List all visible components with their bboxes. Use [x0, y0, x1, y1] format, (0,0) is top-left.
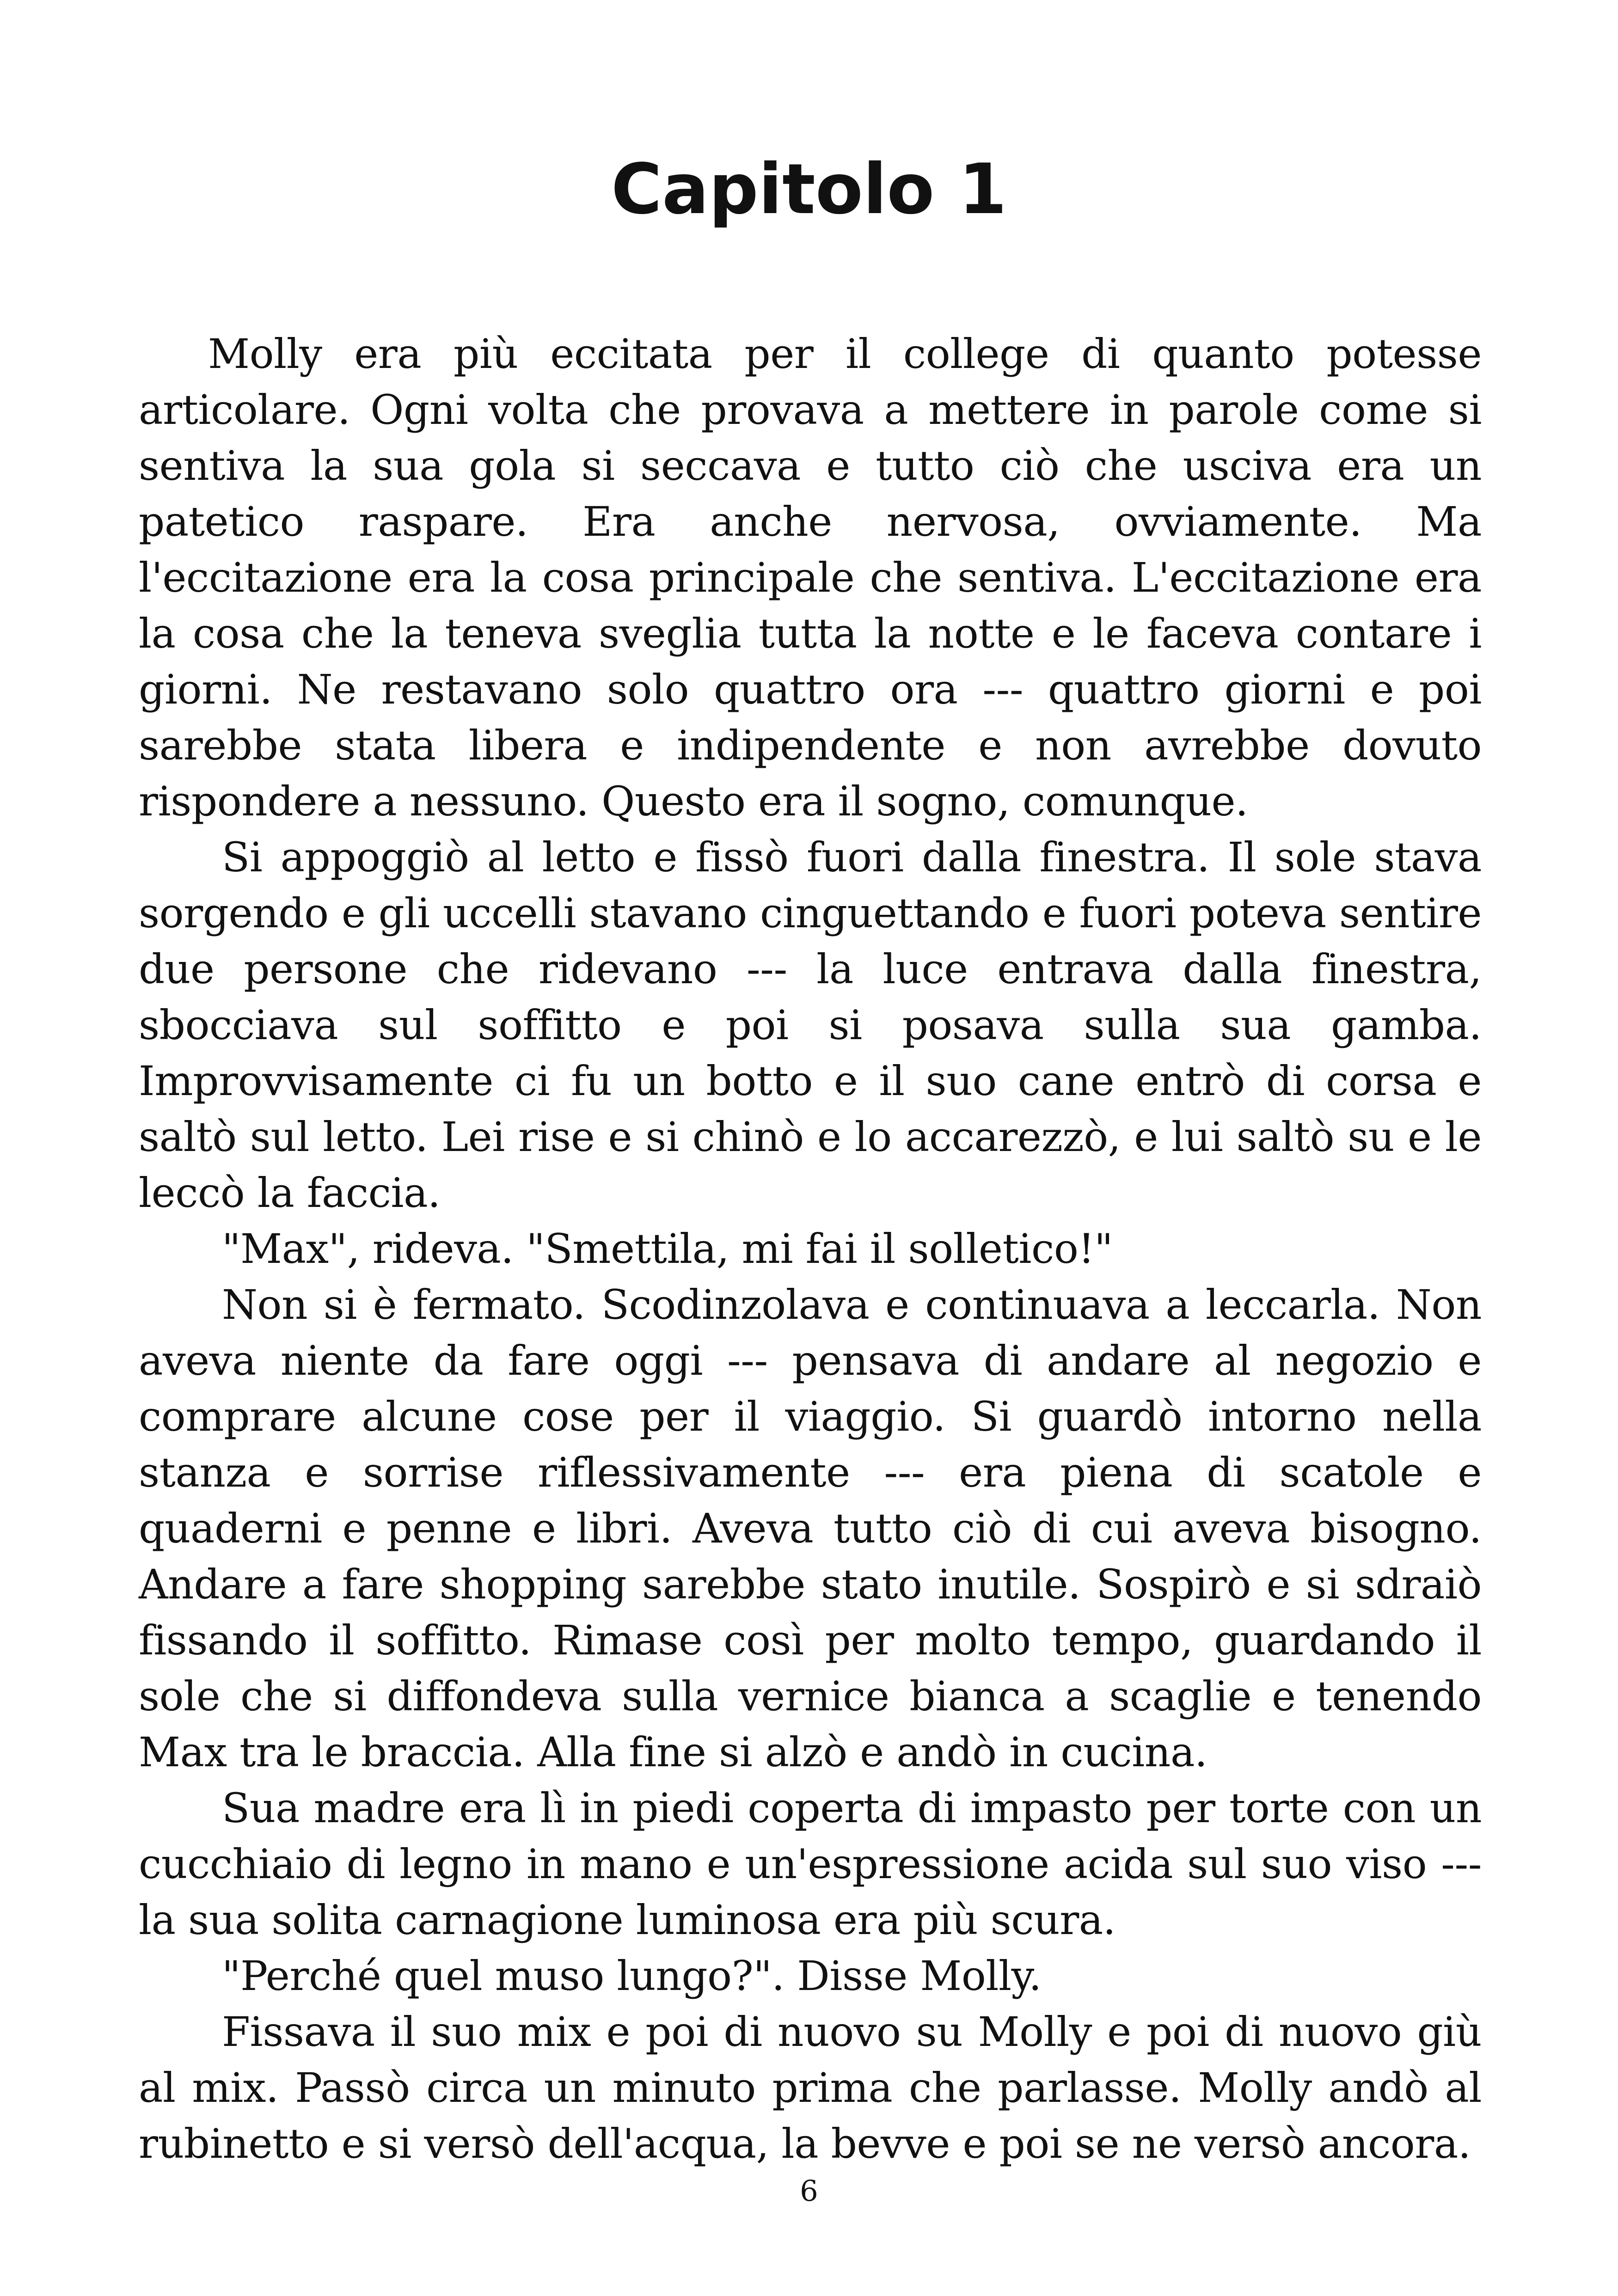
chapter-title: Capitolo 1 [611, 149, 1007, 230]
chapter-body [139, 326, 1482, 2172]
paragraph: "Max", rideva. "Smettila, mi fai il solletico!" [222, 1225, 1113, 1273]
paragraph: Non si è fermato. Scodinzolava e continuava a leccarla. Non aveva niente da fare oggi --- pensava di andare al negozio e comprare alcune cose per il viaggio. Si guardò intorno nella stanza e sorrise riflessivamente --- era piena di scatole e quaderni e penne e libri. Aveva tutto ciò di cui aveva bisogno. Andare a fare shopping sarebbe stato inutile. Sospirò e si sdraiò fissando il soffitto. Rimase così per molto tempo, guardando il sole che si diffondeva sulla vernice bianca a scaglie e tenendo Max tra le braccia. Alla fine si alzò e andò in cucina. [139, 1281, 1482, 1776]
paragraph: "Perché quel muso lungo?". Disse Molly. [222, 1952, 1042, 2000]
paragraph: Si appoggiò al letto e fissò fuori dalla finestra. Il sole stava sorgendo e gli uccelli stavano cinguettando e fuori poteva sentire due persone che ridevano --- la luce entrava dalla finestra, sbocciava sul soffitto e poi si posava sulla sua gamba. Improvvisamente ci fu un botto e il suo cane entrò di corsa e saltò sul letto. Lei rise e si chinò e lo accarezzò, e lui saltò su e le leccò la faccia. [139, 833, 1482, 1217]
paragraph: Molly era più eccitata per il college di quanto potesse articolare. Ogni volta che provava a mettere in parole come si sentiva la sua gola si seccava e tutto ciò che usciva era un patetico raspare. Era anche nervosa, ovviamente. Ma l'eccitazione era la cosa principale che sentiva. L'eccitazione era la cosa che la teneva sveglia tutta la notte e le faceva contare i giorni. Ne restavano solo quattro ora --- quattro giorni e poi sarebbe stata libera e indipendente e non avrebbe dovuto rispondere a nessuno. Questo era il sogno, comunque. [139, 330, 1482, 825]
paragraph: Sua madre era lì in piedi coperta di impasto per torte con un cucchiaio di legno in mano e un'espressione acida sul suo viso --- la sua solita carnagione luminosa era più scura. [139, 1784, 1482, 1944]
paragraph: Fissava il suo mix e poi di nuovo su Molly e poi di nuovo giù al mix. Passò circa un minuto prima che parlasse. Molly andò al rubinetto e si versò dell'acqua, la bevve e poi se ne versò ancora. [139, 2008, 1482, 2167]
page-number: 6 [800, 2174, 818, 2208]
